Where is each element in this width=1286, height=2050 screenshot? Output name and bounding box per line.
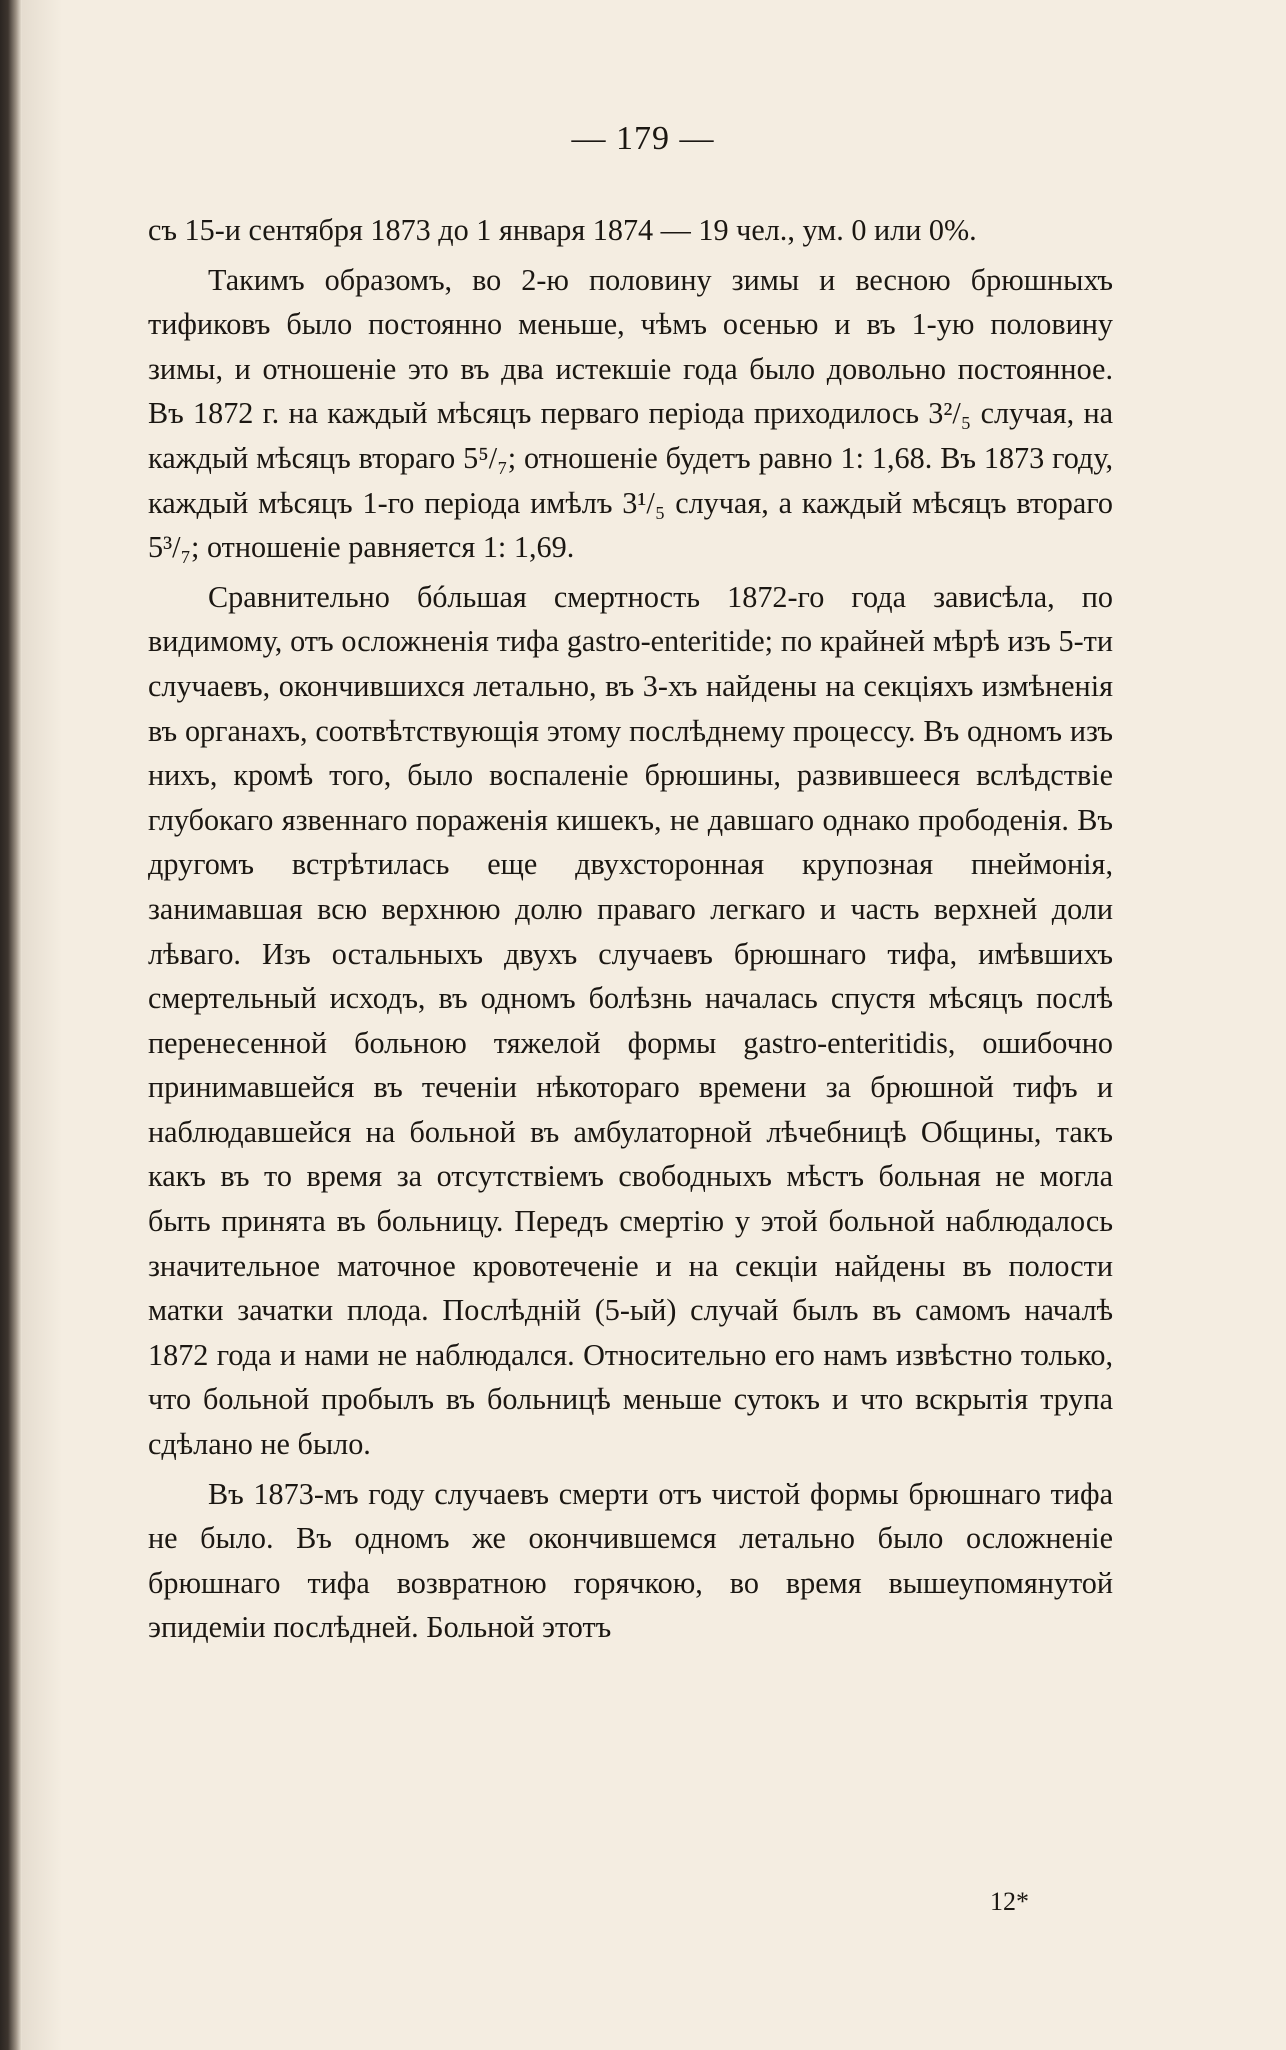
paragraph-1: съ 15-и сентября 1873 до 1 января 1874 — 19 чел., ум. 0 или 0%. [148, 213, 977, 247]
paragraph-4: Въ 1873-мъ году случаевъ смерти отъ чистой формы брюшнаго тифа не было. Въ одномъ же окончившемся летально было осложненіе брюшнаго тифа возвратною горячкою, во время вышеупомянутой эпидеміи послѣдней. Больной этотъ [148, 1476, 1113, 1645]
page-number: — 179 — [571, 120, 715, 157]
page-shadow [22, 0, 62, 2050]
paragraph-3: Сравнительно бóльшая смертность 1872-го года зависѣла, по видимому, отъ осложненія тифа gastro-enteritide; по крайней мѣрѣ изъ 5-ти случаевъ, окончившихся летально, въ 3-хъ найдены на секціяхъ измѣненія въ органахъ, соотвѣтствующія этому послѣднему процессу. Въ одномъ изъ нихъ, кромѣ того, было воспаленіе брюшины, развившееся вслѣдствіе глубокаго язвеннаго пораженія кишекъ, не давшаго однако прободенія. Въ другомъ встрѣтилась еще двухсторонная крупозная пнеймонія, занимавшая всю верхнюю долю праваго легкаго и часть верхней доли лѣваго. Изъ остальныхъ двухъ случаевъ брюшнаго тифа, имѣвшихъ смертельный исходъ, въ одномъ болѣзнь началась спустя мѣсяцъ послѣ перенесенной больною тяжелой формы gastro-enteritidis, ошибочно принимавшейся въ теченіи нѣкотораго времени за брюшной тифъ и наблюдавшейся на больной въ амбулаторной лѣчебницѣ Общины, такъ какъ въ то время за отсутствіемъ свободныхъ мѣстъ больная не могла быть принята въ больницу. Передъ смертію у этой больной наблюдалось значительное маточное кровотеченіе и на секціи найдены въ полости матки зачатки плода. Послѣдній (5-ый) случай былъ въ самомъ началѣ 1872 года и нами не наблюдался. Относительно его намъ извѣстно только, что больной пробылъ въ больницѣ меньше сутокъ и что вскрытія трупа сдѣлано не было. [148, 579, 1113, 1462]
paragraph-2: Такимъ образомъ, во 2-ю половину зимы и весною брюшныхъ тификовъ было постоянно меньше, чѣмъ осенью и въ 1-ую половину зимы, и отношеніе это въ два истекшіе года было довольно постоянное. Въ 1872 г. на каждый мѣсяцъ перваго періода приходилось 3²/₅ случая, на каждый мѣсяцъ втораго 5⁵/₇; отношеніе будетъ равно 1: 1,68. Въ 1873 году, каждый мѣсяцъ 1-го періода имѣлъ 3¹/₅ случая, а каждый мѣсяцъ втораго 5³/₇; отношеніе равняется 1: 1,69. [148, 262, 1113, 565]
page-binding-edge [0, 0, 22, 2050]
page-body [148, 208, 1113, 1650]
printer-signature-mark: 12* [990, 1887, 1029, 1916]
